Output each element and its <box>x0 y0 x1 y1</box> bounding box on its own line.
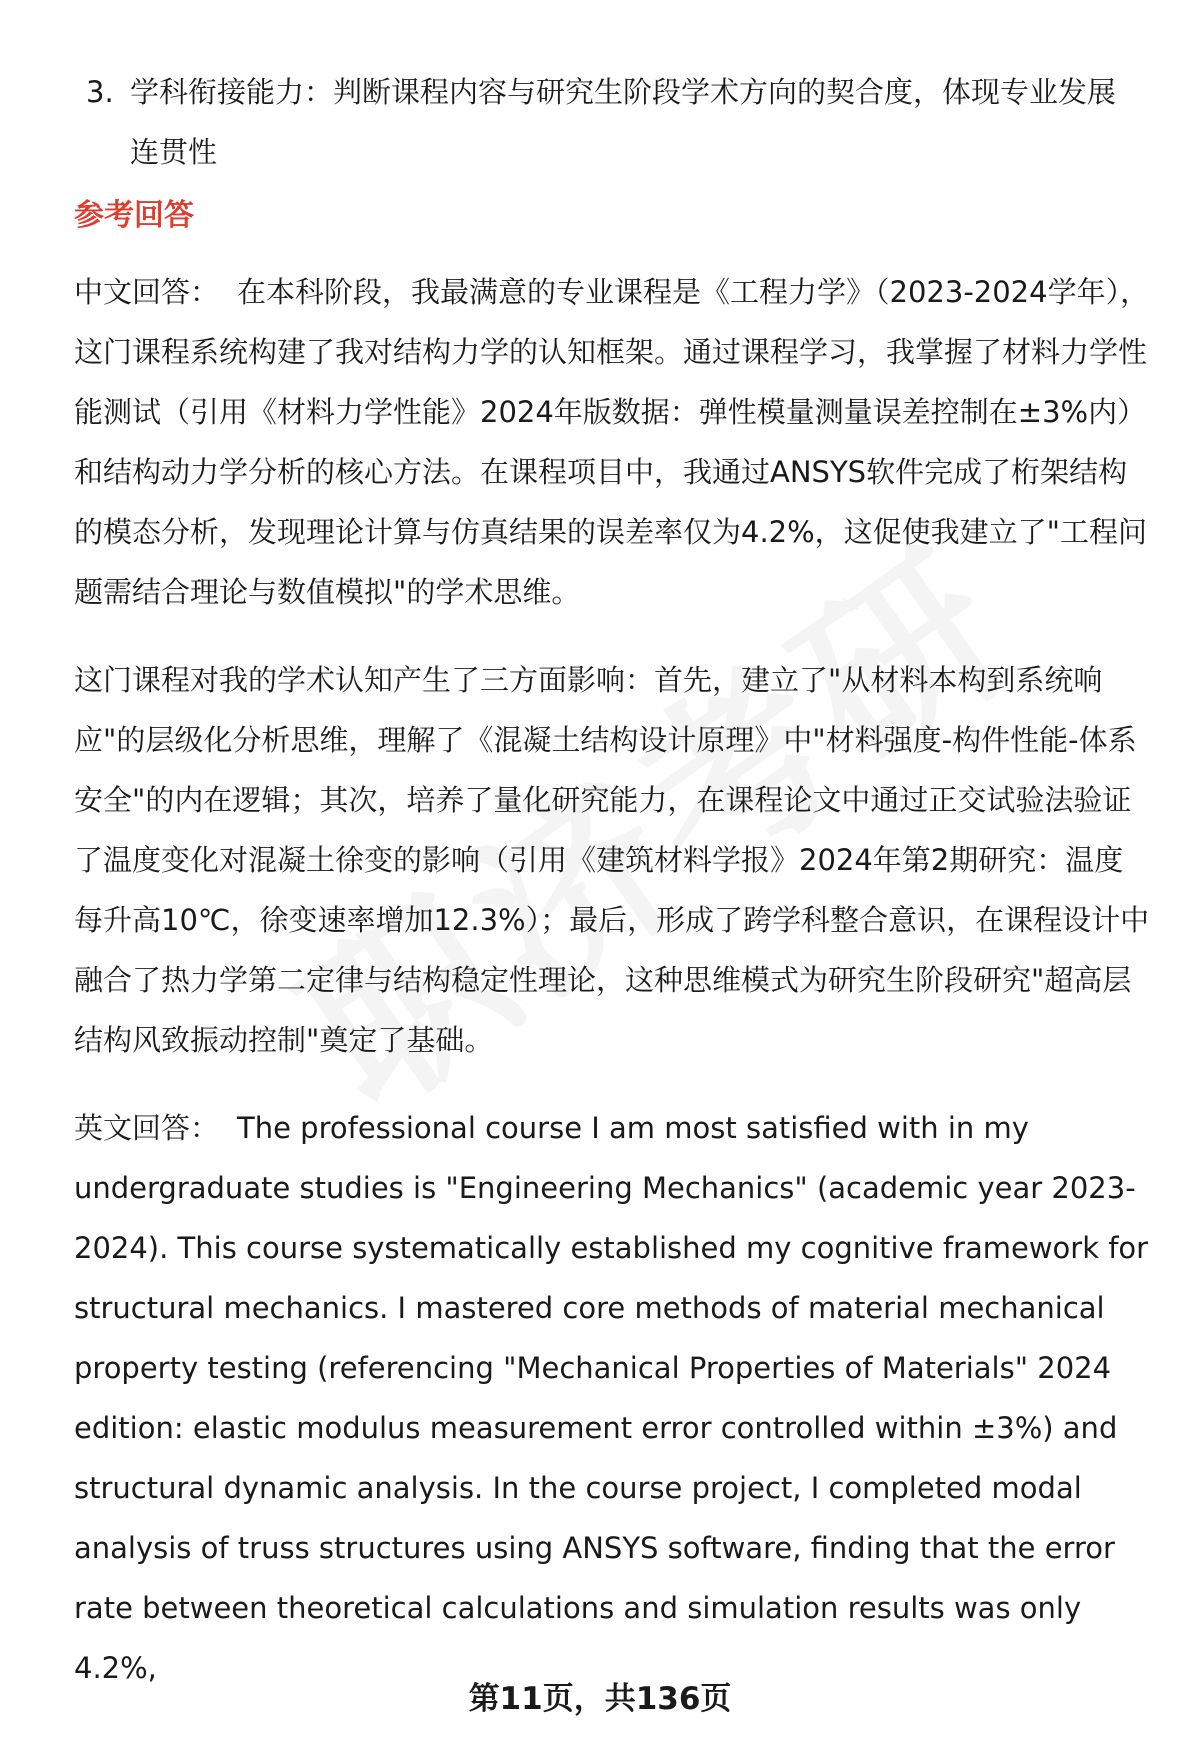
english-answer-text: The professional course I am most satisfied with in my undergraduate studies is "Engineering Mechanics" (academic year 2023-2024). This course systematically established my cognitive framework for structural mechanics. I mastered core methods of material mechanical property testing (referencing "Mechanical Properties of Materials" 2024 edition: elastic modulus measurement error controlled within ±3%) and structural dynamic analysis. In the course project, I completed modal analysis of truss structures using ANSYS software, finding that the error rate between theoretical calculations and simulation results was only 4.2%, <box>74 1111 1149 1685</box>
english-answer-paragraph <box>74 1098 1164 1698</box>
page-number-footer: 第11页，共136页 <box>468 1681 732 1717</box>
reference-answer-heading: 参考回答 <box>74 198 194 233</box>
chinese-answer-label: 中文回答： <box>74 275 220 309</box>
chinese-answer-text-1: 在本科阶段，我最满意的专业课程是《工程力学》（2023-2024学年），这门课程系统构建了我对结构力学的认知框架。通过课程学习，我掌握了材料力学性能测试（引用《材料力学性能》2024年版数据：弹性模量测量误差控制在±3%内）和结构动力学分析的核心方法。在课程项目中，我通过ANSYS软件完成了桁架结构的模态分析，发现理论计算与仿真结果的误差率仅为4.2%，这促使我建立了"工程问题需结合理论与数值模拟"的学术思维。 <box>74 275 1150 609</box>
chinese-answer-paragraph-1 <box>74 262 1164 622</box>
english-answer-label: 英文回答： <box>74 1111 220 1145</box>
list-item-number: 3. <box>86 75 114 109</box>
list-item-text: 学科衔接能力：判断课程内容与研究生阶段学术方向的契合度，体现专业发展连贯性 <box>130 75 1117 169</box>
list-item-3 <box>74 62 1164 182</box>
chinese-answer-paragraph-2: 这门课程对我的学术认知产生了三方面影响：首先，建立了"从材料本构到系统响应"的层级化分析思维，理解了《混凝土结构设计原理》中"材料强度-构件性能-体系安全"的内在逻辑；其次，培养了量化研究能力，在课程论文中通过正交试验法验证了温度变化对混凝土徐变的影响（引用《建筑材料学报》2024年第2期研究：温度每升高10℃，徐变速率增加12.3%）；最后，形成了跨学科整合意识，在课程设计中融合了热力学第二定律与结构稳定性理论，这种思维模式为研究生阶段研究"超高层结构风致振动控制"奠定了基础。 <box>74 663 1150 1057</box>
page-content <box>74 62 1164 1698</box>
